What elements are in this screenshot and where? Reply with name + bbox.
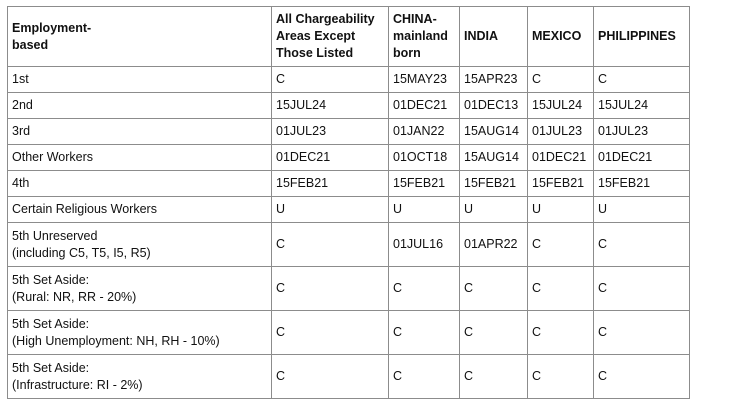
table-row xyxy=(8,267,690,311)
table-cell: 15MAY23 xyxy=(389,67,460,93)
table-cell: U xyxy=(389,197,460,223)
table-cell: C xyxy=(594,267,690,311)
table-cell: C xyxy=(594,67,690,93)
table-cell: U xyxy=(460,197,528,223)
table-cell: C xyxy=(272,223,389,267)
table-row xyxy=(8,171,690,197)
table-cell: C xyxy=(272,267,389,311)
table-cell: C xyxy=(594,223,690,267)
table-cell: 01OCT18 xyxy=(389,145,460,171)
table-row xyxy=(8,355,690,399)
table-cell: 01JUL16 xyxy=(389,223,460,267)
table-row xyxy=(8,67,690,93)
table-cell: U xyxy=(594,197,690,223)
table-row xyxy=(8,93,690,119)
table-cell: 15AUG14 xyxy=(460,119,528,145)
table-cell: C xyxy=(528,267,594,311)
row-label: 5th Set Aside: (High Unemployment: NH, RH - 10%) xyxy=(8,311,272,355)
table-row xyxy=(8,311,690,355)
table-cell: 15AUG14 xyxy=(460,145,528,171)
row-label: 5th Set Aside: (Rural: NR, RR - 20%) xyxy=(8,267,272,311)
row-label: Certain Religious Workers xyxy=(8,197,272,223)
table-cell: 01DEC21 xyxy=(594,145,690,171)
table-cell: C xyxy=(460,355,528,399)
table-cell: 01JUL23 xyxy=(528,119,594,145)
row-label: 2nd xyxy=(8,93,272,119)
table-cell: C xyxy=(389,311,460,355)
table-row xyxy=(8,119,690,145)
table-cell: 01JAN22 xyxy=(389,119,460,145)
table-cell: C xyxy=(460,267,528,311)
table-cell: C xyxy=(460,311,528,355)
table-cell: C xyxy=(528,223,594,267)
table-cell: 15JUL24 xyxy=(594,93,690,119)
table-cell: 15JUL24 xyxy=(528,93,594,119)
table-cell: U xyxy=(272,197,389,223)
header-mexico: MEXICO xyxy=(528,7,594,67)
table-cell: 15FEB21 xyxy=(460,171,528,197)
table-cell: C xyxy=(272,355,389,399)
table-cell: 01DEC13 xyxy=(460,93,528,119)
table-cell: 01JUL23 xyxy=(594,119,690,145)
row-label: 1st xyxy=(8,67,272,93)
table-cell: C xyxy=(272,67,389,93)
row-label: 3rd xyxy=(8,119,272,145)
row-label: 5th Unreserved (including C5, T5, I5, R5) xyxy=(8,223,272,267)
table-cell: C xyxy=(389,267,460,311)
header-row xyxy=(8,7,690,67)
table-cell: 15FEB21 xyxy=(528,171,594,197)
table-cell: 01DEC21 xyxy=(389,93,460,119)
table-cell: C xyxy=(594,311,690,355)
table-cell: 15JUL24 xyxy=(272,93,389,119)
table-cell: 15FEB21 xyxy=(272,171,389,197)
table-cell: 15APR23 xyxy=(460,67,528,93)
visa-bulletin-table xyxy=(7,6,690,399)
table-cell: 01JUL23 xyxy=(272,119,389,145)
table-cell: C xyxy=(389,355,460,399)
table-cell: 01APR22 xyxy=(460,223,528,267)
header-india: INDIA xyxy=(460,7,528,67)
table-cell: 15FEB21 xyxy=(389,171,460,197)
table-cell: 01DEC21 xyxy=(272,145,389,171)
table-cell: 01DEC21 xyxy=(528,145,594,171)
header-china: CHINA- mainland born xyxy=(389,7,460,67)
table-row xyxy=(8,145,690,171)
table-cell: C xyxy=(594,355,690,399)
row-label: 4th xyxy=(8,171,272,197)
table-cell: C xyxy=(528,311,594,355)
header-all-chargeability: All Chargeability Areas Except Those Listed xyxy=(272,7,389,67)
header-philippines: PHILIPPINES xyxy=(594,7,690,67)
table-cell: C xyxy=(528,67,594,93)
table-cell: U xyxy=(528,197,594,223)
table-cell: C xyxy=(272,311,389,355)
table-row xyxy=(8,223,690,267)
row-label: Other Workers xyxy=(8,145,272,171)
table-row xyxy=(8,197,690,223)
header-employment-based: Employment- based xyxy=(8,7,272,67)
table-cell: C xyxy=(528,355,594,399)
table-cell: 15FEB21 xyxy=(594,171,690,197)
row-label: 5th Set Aside: (Infrastructure: RI - 2%) xyxy=(8,355,272,399)
